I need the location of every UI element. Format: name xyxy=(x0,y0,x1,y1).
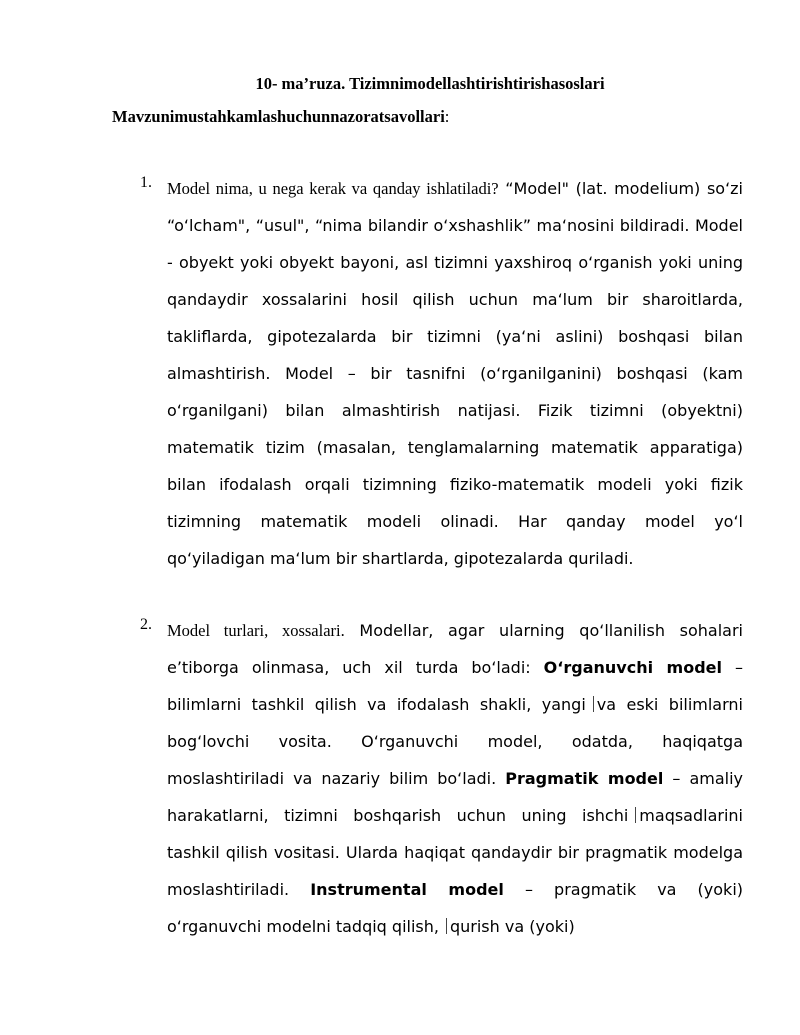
answer-text: qurish va (yoki) xyxy=(449,917,575,936)
question-text: Model nima, u nega kerak va qanday ishlatiladi? xyxy=(167,179,499,198)
section-subtitle xyxy=(112,107,449,127)
term-pragmatic-model: Pragmatik model xyxy=(505,769,664,788)
missing-glyph-mark xyxy=(630,807,636,823)
answer-text: – pragmatik va (yoki) o‘rganuvchi modelni tadqiq qilish, xyxy=(167,880,744,936)
missing-glyph-mark xyxy=(588,696,594,712)
subtitle-text: Mavzunimustahkamlashuchunnazoratsavollari xyxy=(112,107,445,126)
answer-text: Modellar, agar ularning qo‘llanilish sohalari e’tiborga olinmasa, uch xil turda bo‘ladi: xyxy=(167,621,744,677)
list-item-body xyxy=(167,170,743,577)
list-number: 1. xyxy=(140,174,152,191)
lecture-title: 10- ma’ruza. Tizimnimodellashtirishtirishasoslari xyxy=(255,74,605,93)
subtitle-colon: : xyxy=(444,107,450,126)
answer-text: maqsadlarini tashkil qilish vositasi. Ularda haqiqat qandaydir bir pragmatik modelga moslashtiriladi. xyxy=(167,806,743,899)
answer-text: – amaliy harakatlarni, tizimni boshqarish uchun uning ishchi xyxy=(167,769,744,825)
answer-text: va eski bilimlarni bog‘lovchi vosita. O‘rganuvchi model, odatda, haqiqatga moslashtiriladi va nazariy bilim bo‘ladi. xyxy=(167,695,743,788)
list-item-body xyxy=(167,612,743,945)
answer-text: “Model" (lat. modelium) so‘zi “o‘lcham", “usul", “nima bilandir o‘xshashlik” ma‘nosini bildiradi. Model - obyekt yoki obyekt bayoni, asl tizimni yaxshiroq o‘rganish yoki uning qandaydir xossalarini hosil qilish uchun ma‘lum bir sharoitlarda, takliflarda, gipotezalarda bir tizimni (ya‘ni aslini) boshqasi bilan almashtirish. Model – bir tasnifni (o‘rganilganini) boshqasi (kam o‘rganilgani) bilan almashtirish natijasi. Fizik tizimni (obyektni) matematik tizim (masalan, tenglamalarning matematik apparatiga) bilan ifodalash orqali tizimning fiziko-matematik modeli yoki fizik tizimning matematik modeli olinadi. Har qanday model yo‘l qo‘yiladigan ma‘lum bir shartlarda, gipotezalarda quriladi. xyxy=(167,179,743,568)
list-number: 2. xyxy=(140,616,152,633)
question-text: Model turlari, xossalari. xyxy=(167,621,345,640)
term-instrumental-model: Instrumental model xyxy=(310,880,504,899)
missing-glyph-mark xyxy=(441,918,447,934)
answer-text: – bilimlarni tashkil qilish va ifodalash shakli, yangi xyxy=(167,658,743,714)
term-learning-model: O‘rganuvchi model xyxy=(543,658,722,677)
